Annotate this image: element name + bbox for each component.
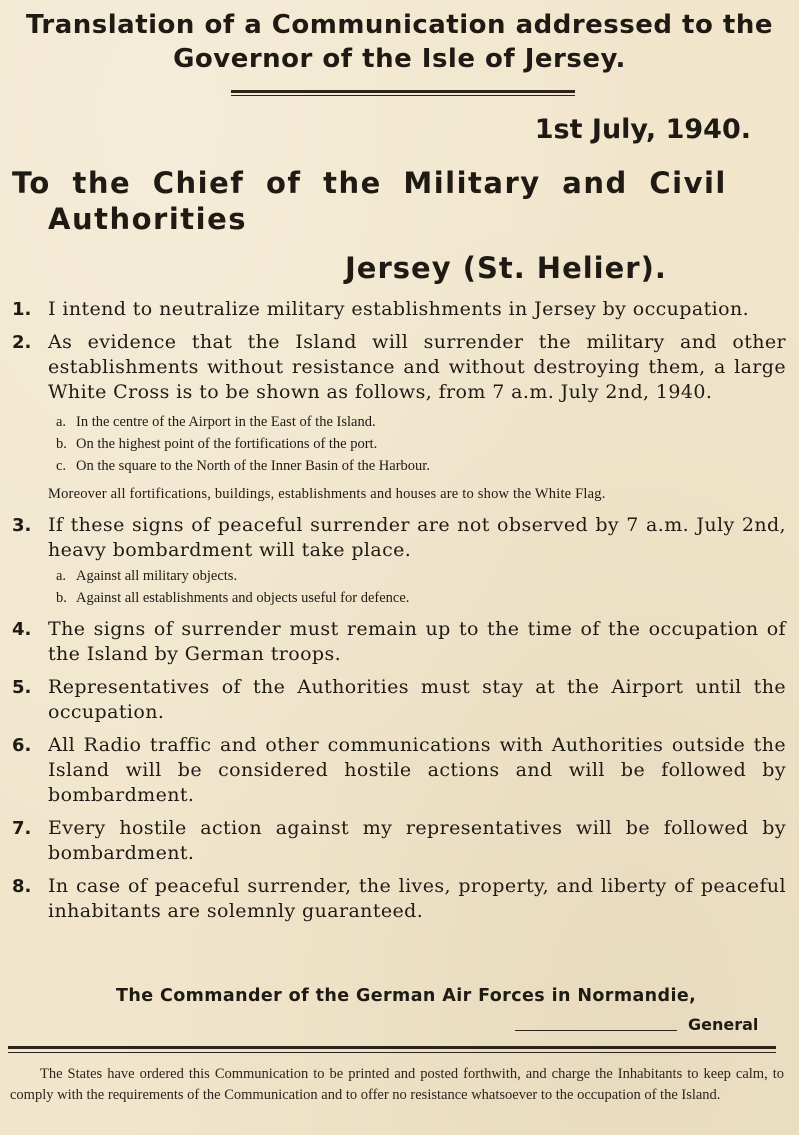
title-line-2: Governor of the Isle of Jersey. — [173, 44, 626, 74]
item-number: 8. — [12, 876, 32, 897]
sub-item-letter: c. — [56, 458, 67, 474]
sub-item-letter: b. — [56, 590, 67, 606]
title-divider — [231, 90, 575, 93]
item-text: Every hostile action against my representatives will be followed by bombardment. — [48, 817, 786, 864]
sub-item-text: Against all military objects. — [76, 568, 238, 584]
states-notice: The States have ordered this Communication to be printed and posted forthwith, and charge the Inhabitants to keep calm, to comply with the requirements of the Communication and to offer no resistance whatsoever to the occupation of the Island. — [10, 1066, 784, 1103]
item-text: If these signs of peaceful surrender are not observed by 7 a.m. July 2nd, heavy bombardment will take place. — [48, 514, 786, 561]
sub-item-letter: a. — [56, 568, 67, 584]
demand-item — [12, 330, 786, 505]
sub-list — [48, 411, 786, 477]
item-text: I intend to neutralize military establishments in Jersey by occupation. — [48, 298, 750, 320]
item-number: 5. — [12, 677, 32, 698]
sub-item — [48, 565, 786, 587]
sub-item — [48, 433, 786, 455]
addressee-line-2: Authorities — [48, 202, 247, 236]
sub-item-text: In the centre of the Airport in the East of the Island. — [76, 414, 376, 430]
demand-item — [12, 733, 786, 808]
addressee-line-1: To the Chief of the Military and Civil — [12, 166, 727, 200]
demands-list — [12, 297, 786, 932]
sub-item — [48, 587, 786, 609]
addressee-place: Jersey (St. Helier). — [345, 251, 667, 285]
item-text: In case of peaceful surrender, the lives, property, and liberty of peaceful inhabitants are solemnly guaranteed. — [48, 875, 786, 922]
document-title — [0, 8, 799, 76]
demand-item — [12, 297, 786, 322]
sub-list — [48, 565, 786, 609]
item-number: 7. — [12, 818, 32, 839]
sub-item — [48, 455, 786, 477]
demand-item — [12, 513, 786, 609]
item-text: As evidence that the Island will surrender the military and other establishments without resistance and without destroying them, a large White Cross is to be shown as follows, from 7 a.m. July 2nd, 1940. — [48, 331, 786, 403]
demand-item — [12, 675, 786, 725]
sub-item-letter: a. — [56, 414, 67, 430]
footer-divider — [8, 1046, 776, 1049]
item-number: 2. — [12, 332, 32, 353]
sub-item-text: On the highest point of the fortifications of the port. — [76, 436, 378, 452]
item-number: 3. — [12, 515, 32, 536]
title-line-1: Translation of a Communication addressed to the — [26, 10, 773, 40]
demand-item — [12, 617, 786, 667]
demand-item — [12, 816, 786, 866]
demand-item — [12, 874, 786, 924]
title-divider-thin — [231, 95, 575, 96]
item-text: All Radio traffic and other communications with Authorities outside the Island will be considered hostile actions and will be followed by bombardment. — [48, 734, 786, 806]
signature-line — [515, 1030, 677, 1031]
sub-item-text: On the square to the North of the Inner Basin of the Harbour. — [76, 458, 430, 474]
sub-item-text: Against all establishments and objects useful for defence. — [76, 590, 410, 606]
item-number: 1. — [12, 299, 32, 320]
item-number: 6. — [12, 735, 32, 756]
addressee — [12, 165, 792, 237]
sub-item-letter: b. — [56, 436, 67, 452]
commander-signature: The Commander of the German Air Forces in Normandie, — [116, 986, 697, 1006]
item-number: 4. — [12, 619, 32, 640]
item-text: The signs of surrender must remain up to the time of the occupation of the Island by German troops. — [48, 618, 786, 665]
document-date: 1st July, 1940. — [534, 114, 751, 145]
footer-divider-thin — [8, 1052, 776, 1053]
white-flag-note: Moreover all fortifications, buildings, establishments and houses are to show the White Flag. — [48, 486, 606, 502]
sub-item — [48, 411, 786, 433]
signature-rank: General — [688, 1015, 759, 1034]
item-text: Representatives of the Authorities must stay at the Airport until the occupation. — [48, 676, 786, 723]
